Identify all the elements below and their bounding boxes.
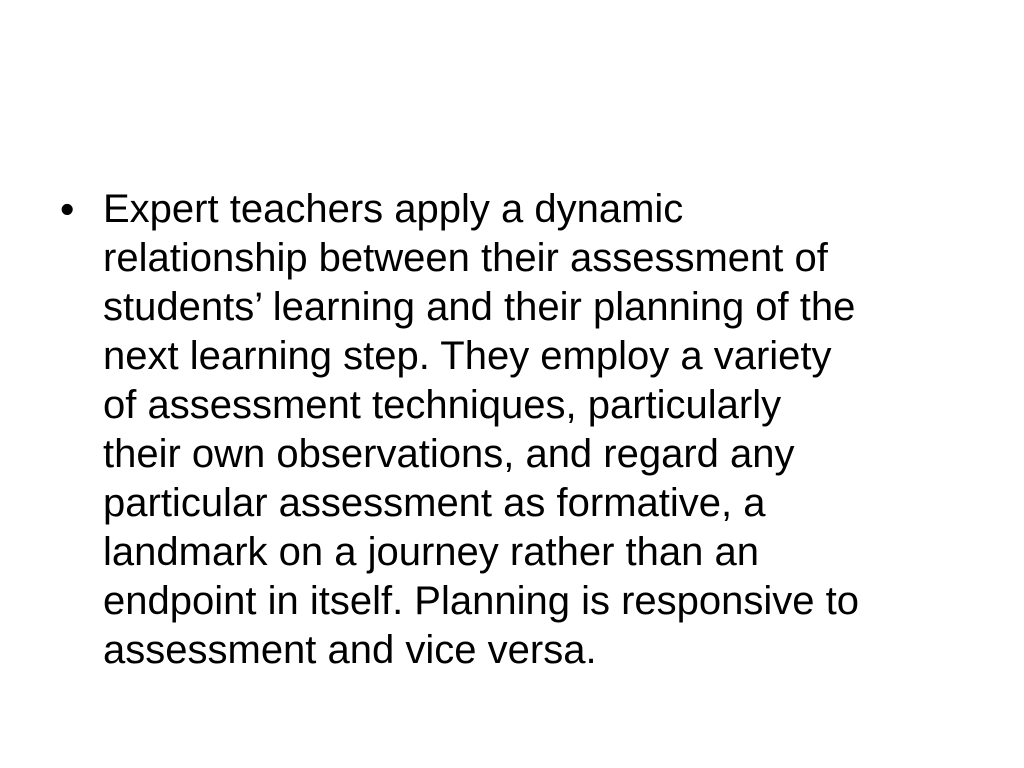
- bullet-line-7: particular assessment as formative, a: [103, 481, 766, 525]
- bullet-line-5: of assessment techniques, particularly: [103, 383, 782, 427]
- bullet-line-1: Expert teachers apply a dynamic: [103, 187, 684, 231]
- bullet-line-9: endpoint in itself. Planning is responsive to: [103, 579, 860, 623]
- bullet-line-4: next learning step. They employ a variety: [103, 334, 832, 378]
- bullet-text: [103, 185, 978, 675]
- bullet-item: [58, 185, 978, 675]
- bullet-line-10: assessment and vice versa.: [103, 628, 597, 672]
- bullet-line-3: students’ learning and their planning of the: [103, 285, 856, 329]
- bullet-line-6: their own observations, and regard any: [103, 432, 795, 476]
- bullet-list: [58, 185, 978, 675]
- bullet-icon: •: [60, 186, 75, 232]
- bullet-line-2: relationship between their assessment of: [103, 236, 828, 280]
- bullet-line-8: landmark on a journey rather than an: [103, 530, 759, 574]
